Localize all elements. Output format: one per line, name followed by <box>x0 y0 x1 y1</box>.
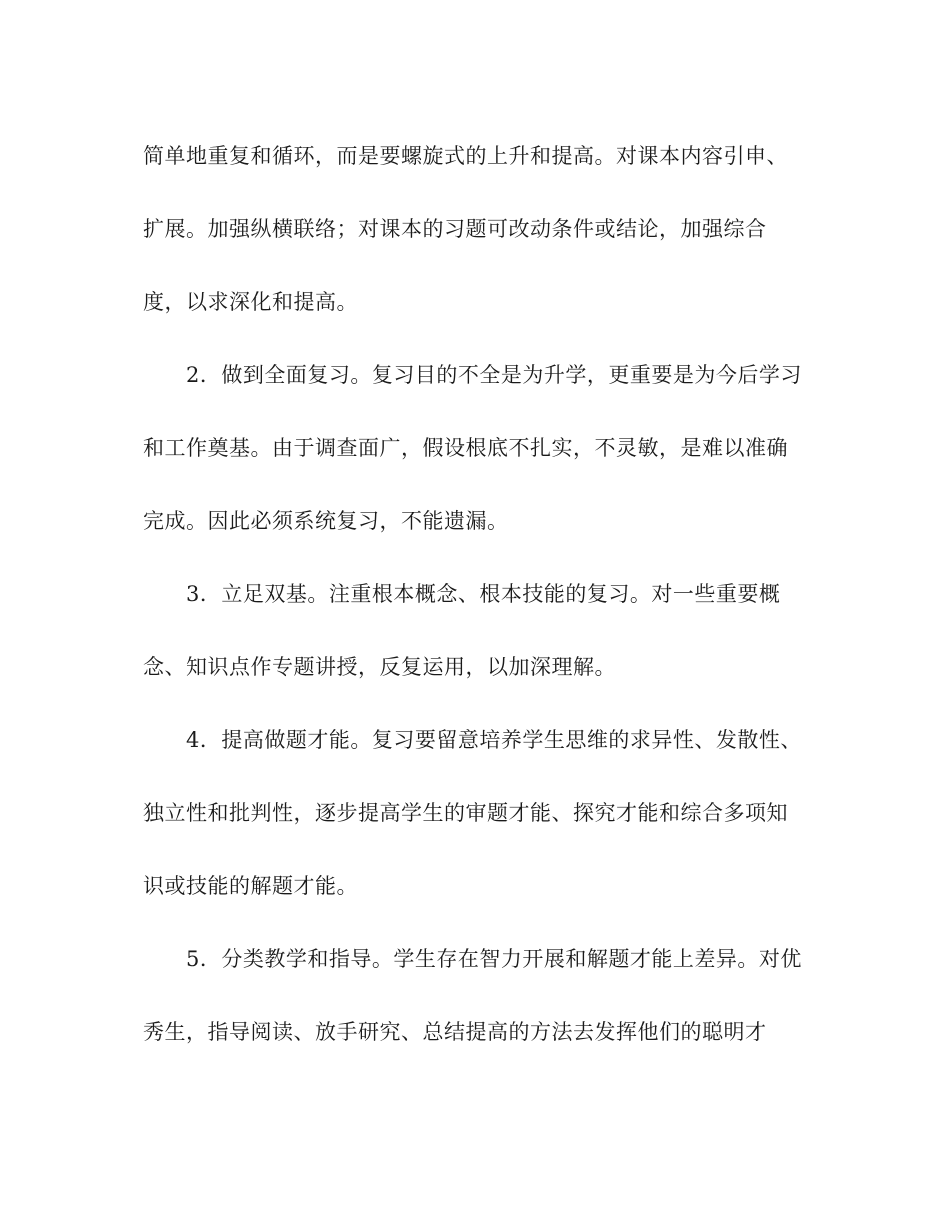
paragraph-3-line-1: 3．立足双基。注重根本概念、根本技能的复习。对一些重要概 <box>186 582 781 606</box>
paragraph-3-line-2: 念、知识点作专题讲授，反复运用，以加深理解。 <box>143 655 616 679</box>
paragraph-2-line-1: 2．做到全面复习。复习目的不全是为升学，更重要是为今后学习 <box>186 363 802 387</box>
paragraph-1-line-1: 简单地重复和循环，而是要螺旋式的上升和提高。对课本内容引申、 <box>143 144 788 168</box>
paragraph-4-line-2: 独立性和批判性，逐步提高学生的审题才能、探究才能和综合多项知 <box>143 801 788 825</box>
paragraph-2-line-2: 和工作奠基。由于调查面广，假设根底不扎实，不灵敏，是难以准确 <box>143 436 788 460</box>
paragraph-5-line-2: 秀生，指导阅读、放手研究、总结提高的方法去发挥他们的聪明才 <box>143 1020 767 1044</box>
paragraph-5-line-1: 5．分类教学和指导。学生存在智力开展和解题才能上差异。对优 <box>186 947 802 971</box>
paragraph-1-line-3: 度，以求深化和提高。 <box>143 290 358 314</box>
paragraph-2-line-3: 完成。因此必须系统复习，不能遗漏。 <box>143 509 509 533</box>
paragraph-4-line-3: 识或技能的解题才能。 <box>143 874 358 898</box>
paragraph-1-line-2: 扩展。加强纵横联络；对课本的习题可改动条件或结论，加强综合 <box>143 217 767 241</box>
paragraph-4-line-1: 4．提高做题才能。复习要留意培养学生思维的求异性、发散性、 <box>186 728 802 752</box>
